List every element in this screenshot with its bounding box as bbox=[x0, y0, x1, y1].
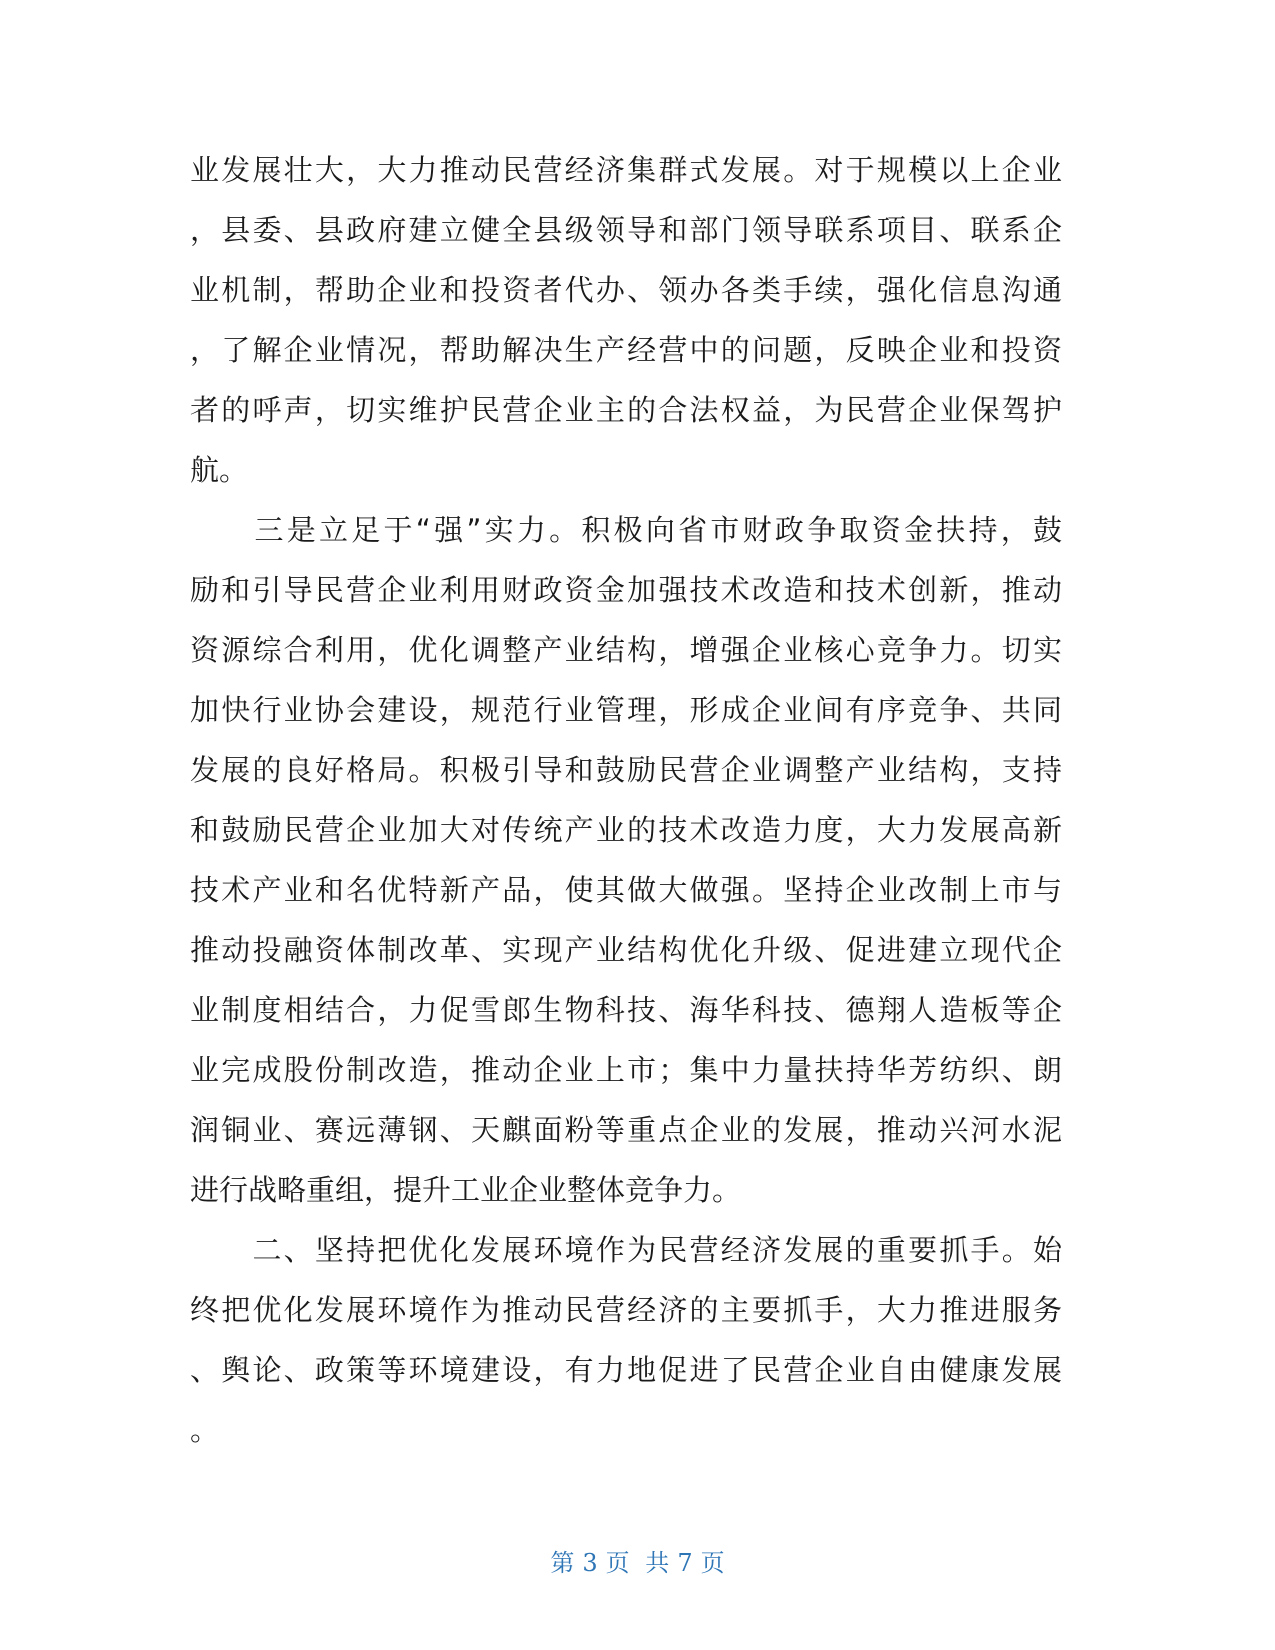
text-line: 资源综合利用，优化调整产业结构，增强企业核心竞争力。切实 bbox=[190, 633, 1062, 667]
footer-suffix: 页 bbox=[700, 1549, 725, 1577]
text-line: 二、坚持把优化发展环境作为民营经济发展的重要抓手。始 bbox=[190, 1233, 1062, 1267]
text-line: 者的呼声，切实维护民营企业主的合法权益，为民营企业保驾护 bbox=[190, 393, 1062, 427]
text-line: 业制度相结合，力促雪郎生物科技、海华科技、德翔人造板等企 bbox=[190, 993, 1062, 1027]
text-line: 和鼓励民营企业加大对传统产业的技术改造力度，大力发展高新 bbox=[190, 813, 1062, 847]
text-line: ，了解企业情况，帮助解决生产经营中的问题，反映企业和投资 bbox=[190, 333, 1062, 367]
text-line: 润铜业、赛远薄钢、天麒面粉等重点企业的发展，推动兴河水泥 bbox=[190, 1113, 1062, 1147]
text-line: 进行战略重组，提升工业企业整体竞争力。 bbox=[190, 1173, 742, 1207]
page-footer bbox=[0, 1543, 1275, 1578]
text-line: 加快行业协会建设，规范行业管理，形成企业间有序竞争、共同 bbox=[190, 693, 1062, 727]
text-line: 业发展壮大，大力推动民营经济集群式发展。对于规模以上企业 bbox=[190, 153, 1062, 187]
text-line: 发展的良好格局。积极引导和鼓励民营企业调整产业结构，支持 bbox=[190, 753, 1062, 787]
text-line: 终把优化发展环境作为推动民营经济的主要抓手，大力推进服务 bbox=[190, 1293, 1062, 1327]
text-line: 航。 bbox=[190, 453, 249, 487]
footer-current-page: 3 bbox=[582, 1549, 598, 1577]
text-line: 技术产业和名优特新产品，使其做大做强。坚持企业改制上市与 bbox=[190, 873, 1062, 907]
footer-total-pages: 7 bbox=[677, 1549, 693, 1577]
text-line: 推动投融资体制改革、实现产业结构优化升级、促进建立现代企 bbox=[190, 933, 1062, 967]
footer-middle: 页 共 bbox=[605, 1549, 670, 1577]
text-line: 励和引导民营企业利用财政资金加强技术改造和技术创新，推动 bbox=[190, 573, 1062, 607]
text-line: 业机制，帮助企业和投资者代办、领办各类手续，强化信息沟通 bbox=[190, 273, 1062, 307]
text-line: 、舆论、政策等环境建设，有力地促进了民营企业自由健康发展 bbox=[190, 1353, 1062, 1387]
text-line: 三是立足于“强”实力。积极向省市财政争取资金扶持，鼓 bbox=[190, 513, 1062, 547]
text-line: ，县委、县政府建立健全县级领导和部门领导联系项目、联系企 bbox=[190, 213, 1062, 247]
body-text bbox=[190, 140, 1062, 1460]
footer-prefix: 第 bbox=[550, 1549, 575, 1577]
text-line: 业完成股份制改造，推动企业上市；集中力量扶持华芳纺织、朗 bbox=[190, 1053, 1062, 1087]
text-line: 。 bbox=[190, 1413, 220, 1447]
